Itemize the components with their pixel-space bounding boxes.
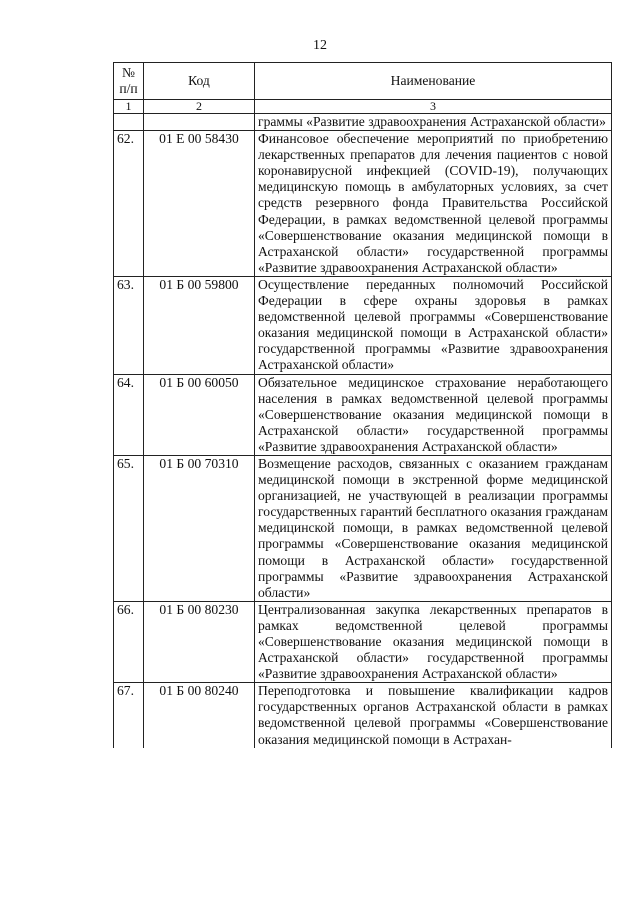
row-name: Осуществление переданных полномочий Российской Федерации в сфере охраны здоровья в рамках ведомственной целевой программы «Совершенствование оказания медицинской помощи в Астраханской области» государственной программы «Развитие здравоохранения Астраханской области» [255,276,612,374]
row-name: Возмещение расходов, связанных с оказанием гражданам медицинской помощи в экстренной форме медицинской организацией, не участвующей в реализации программы государственных гарантий бесплатного оказания гражданам медицинской помощи, в рамках ведомственной целевой программы «Совершенствование оказания медицинской помощи в Астраханской области» государственной программы «Развитие здравоохранения Астраханской области» [255,455,612,601]
column-index-row [114,100,612,114]
column-index: 1 [114,100,144,114]
header-name: Наименование [255,63,612,100]
page-number: 12 [313,38,327,53]
codes-table [113,62,612,748]
table-row [114,131,612,277]
row-code: 01 Е 00 58430 [144,131,255,277]
row-name: Централизованная закупка лекарственных препаратов в рамках ведомственной целевой программы «Совершенствование оказания медицинской помощи в Астраханской области» государственной программы «Развитие здравоохранения Астраханской области» [255,601,612,682]
table-row [114,683,612,748]
row-name: Финансовое обеспечение мероприятий по приобретению лекарственных препаратов для лечения пациентов с новой коронавирусной инфекцией (COVID-19), получающих медицинскую помощь в амбулаторных условиях, за счет средств резервного фонда Правительства Российской Федерации, в рамках ведомственной целевой программы «Совершенствование оказания медицинской помощи в Астраханской области» государственной программы «Развитие здравоохранения Астраханской области» [255,131,612,277]
row-name: граммы «Развитие здравоохранения Астраханской области» [255,114,612,131]
row-number: 63. [114,276,144,374]
row-code: 01 Б 00 60050 [144,374,255,455]
table-row [114,601,612,682]
header-num: № п/п [114,63,144,100]
row-code: 01 Б 00 70310 [144,455,255,601]
column-index: 3 [255,100,612,114]
row-number: 67. [114,683,144,748]
table-body [114,114,612,748]
row-code: 01 Б 00 59800 [144,276,255,374]
table-header [114,63,612,114]
table-row [114,374,612,455]
row-number: 62. [114,131,144,277]
row-number: 66. [114,601,144,682]
column-index: 2 [144,100,255,114]
row-code [144,114,255,131]
table-row [114,276,612,374]
row-code: 01 Б 00 80230 [144,601,255,682]
row-number: 64. [114,374,144,455]
table-row [114,114,612,131]
row-number: 65. [114,455,144,601]
row-code: 01 Б 00 80240 [144,683,255,748]
row-name: Обязательное медицинское страхование неработающего населения в рамках ведомственной целевой программы «Совершенствование оказания медицинской помощи в Астраханской области» государственной программы «Развитие здравоохранения Астраханской области» [255,374,612,455]
header-row [114,63,612,100]
header-code: Код [144,63,255,100]
table-row [114,455,612,601]
row-name: Переподготовка и повышение квалификации кадров государственных органов Астраханской области в рамках ведомственной целевой программы «Совершенствование оказания медицинской помощи в Астрахан- [255,683,612,748]
row-number [114,114,144,131]
